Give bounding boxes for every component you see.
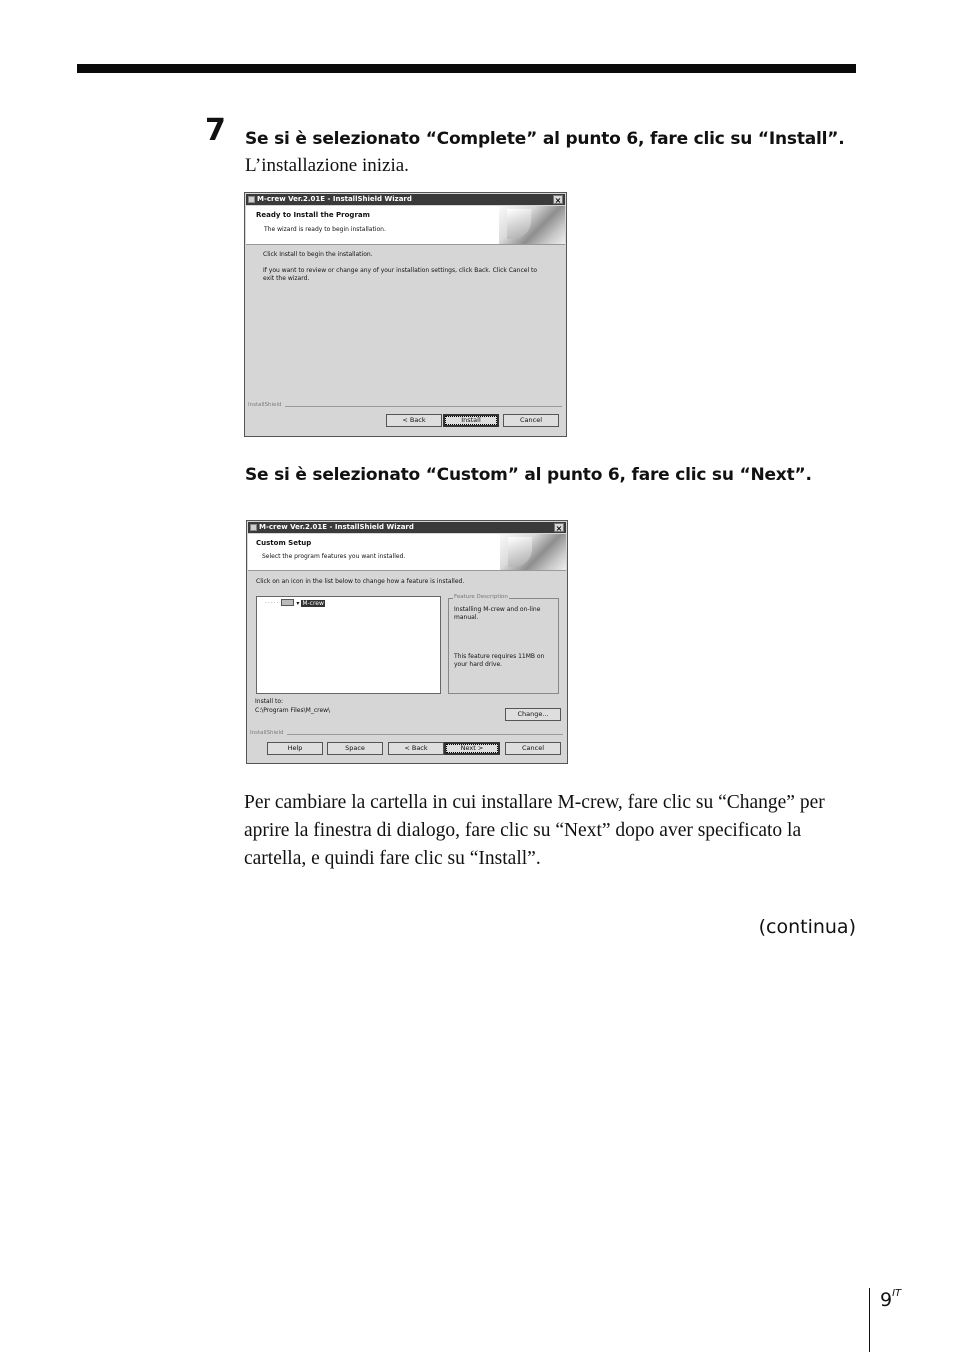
dialog-titlebar <box>248 522 566 533</box>
continued-label: (continua) <box>758 916 856 938</box>
feature-description-text: Installing M-crew and on-line manual. <box>454 606 541 621</box>
page-language-suffix: IT <box>892 1287 902 1299</box>
installshield-label: InstallShield <box>248 402 282 408</box>
feature-tree-item[interactable] <box>265 599 325 608</box>
app-icon <box>248 196 255 203</box>
body-paragraph: Per cambiare la cartella in cui installare M-crew, fare clic su “Change” per aprire la finestra di dialogo, fare clic su “Next” dopo aver specificato la cartella, e quindi fare clic su “Install”. <box>244 792 825 869</box>
space-button[interactable]: Space <box>327 742 383 755</box>
step-number: 7 <box>205 113 226 148</box>
banner-subtitle: Select the program features you want installed. <box>262 553 406 560</box>
feature-description-legend: Feature Description <box>454 594 508 600</box>
back-button[interactable]: < Back <box>388 742 444 755</box>
installshield-banner-art <box>500 534 566 570</box>
page-number-rule <box>869 1288 870 1352</box>
heading-complete: Se si è selezionato “Complete” al punto 6, fare clic su “Install”. <box>245 129 845 149</box>
footer-divider <box>287 734 563 735</box>
drive-icon[interactable] <box>281 599 294 606</box>
ready-to-install-dialog <box>244 192 567 437</box>
installshield-banner-art <box>499 206 565 244</box>
dialog-title: M-crew Ver.2.01E - InstallShield Wizard <box>257 195 412 203</box>
cancel-button[interactable]: Cancel <box>505 742 561 755</box>
dialog-titlebar <box>246 194 565 205</box>
installshield-label: InstallShield <box>250 730 284 736</box>
instruction-line-3: exit the wizard. <box>263 275 310 282</box>
subtext-complete: L’installazione inizia. <box>245 155 409 176</box>
instruction-text: Click on an icon in the list below to change how a feature is installed. <box>256 578 465 585</box>
custom-setup-dialog <box>246 520 568 764</box>
feature-requirement-text: This feature requires 11MB on your hard drive. <box>454 653 545 668</box>
instruction-line-2: If you want to review or change any of your installation settings, click Back. Click Cancel to <box>263 267 538 274</box>
back-button[interactable]: < Back <box>386 414 442 427</box>
install-to-label: Install to: <box>255 698 284 705</box>
banner-title: Custom Setup <box>256 539 312 547</box>
footer-divider <box>285 406 562 407</box>
page-number <box>880 1289 901 1311</box>
page-number-value: 9 <box>880 1289 893 1311</box>
change-button[interactable]: Change... <box>505 708 561 721</box>
banner-subtitle: The wizard is ready to begin installation. <box>264 226 386 233</box>
dialog-banner <box>246 206 565 245</box>
help-button[interactable]: Help <box>267 742 323 755</box>
install-button[interactable]: Install <box>443 414 499 427</box>
feature-tree[interactable] <box>256 596 441 694</box>
feature-name: M-crew <box>302 600 324 607</box>
tree-connector: ····· <box>265 600 280 607</box>
cancel-button[interactable]: Cancel <box>503 414 559 427</box>
feature-description-box <box>448 594 559 694</box>
app-icon <box>250 524 257 531</box>
dropdown-arrow-icon[interactable]: ▾ <box>296 600 300 607</box>
close-button[interactable]: × <box>554 196 562 205</box>
install-path: C:\Program Files\M_crew\ <box>255 707 331 714</box>
dialog-banner <box>248 534 566 571</box>
top-rule <box>77 64 856 73</box>
close-button[interactable]: × <box>555 524 563 533</box>
dialog-title: M-crew Ver.2.01E - InstallShield Wizard <box>259 523 414 531</box>
banner-title: Ready to Install the Program <box>256 211 370 219</box>
heading-custom: Se si è selezionato “Custom” al punto 6, fare clic su “Next”. <box>245 465 812 485</box>
next-button[interactable]: Next > <box>444 742 500 755</box>
instruction-line-1: Click Install to begin the installation. <box>263 251 373 258</box>
